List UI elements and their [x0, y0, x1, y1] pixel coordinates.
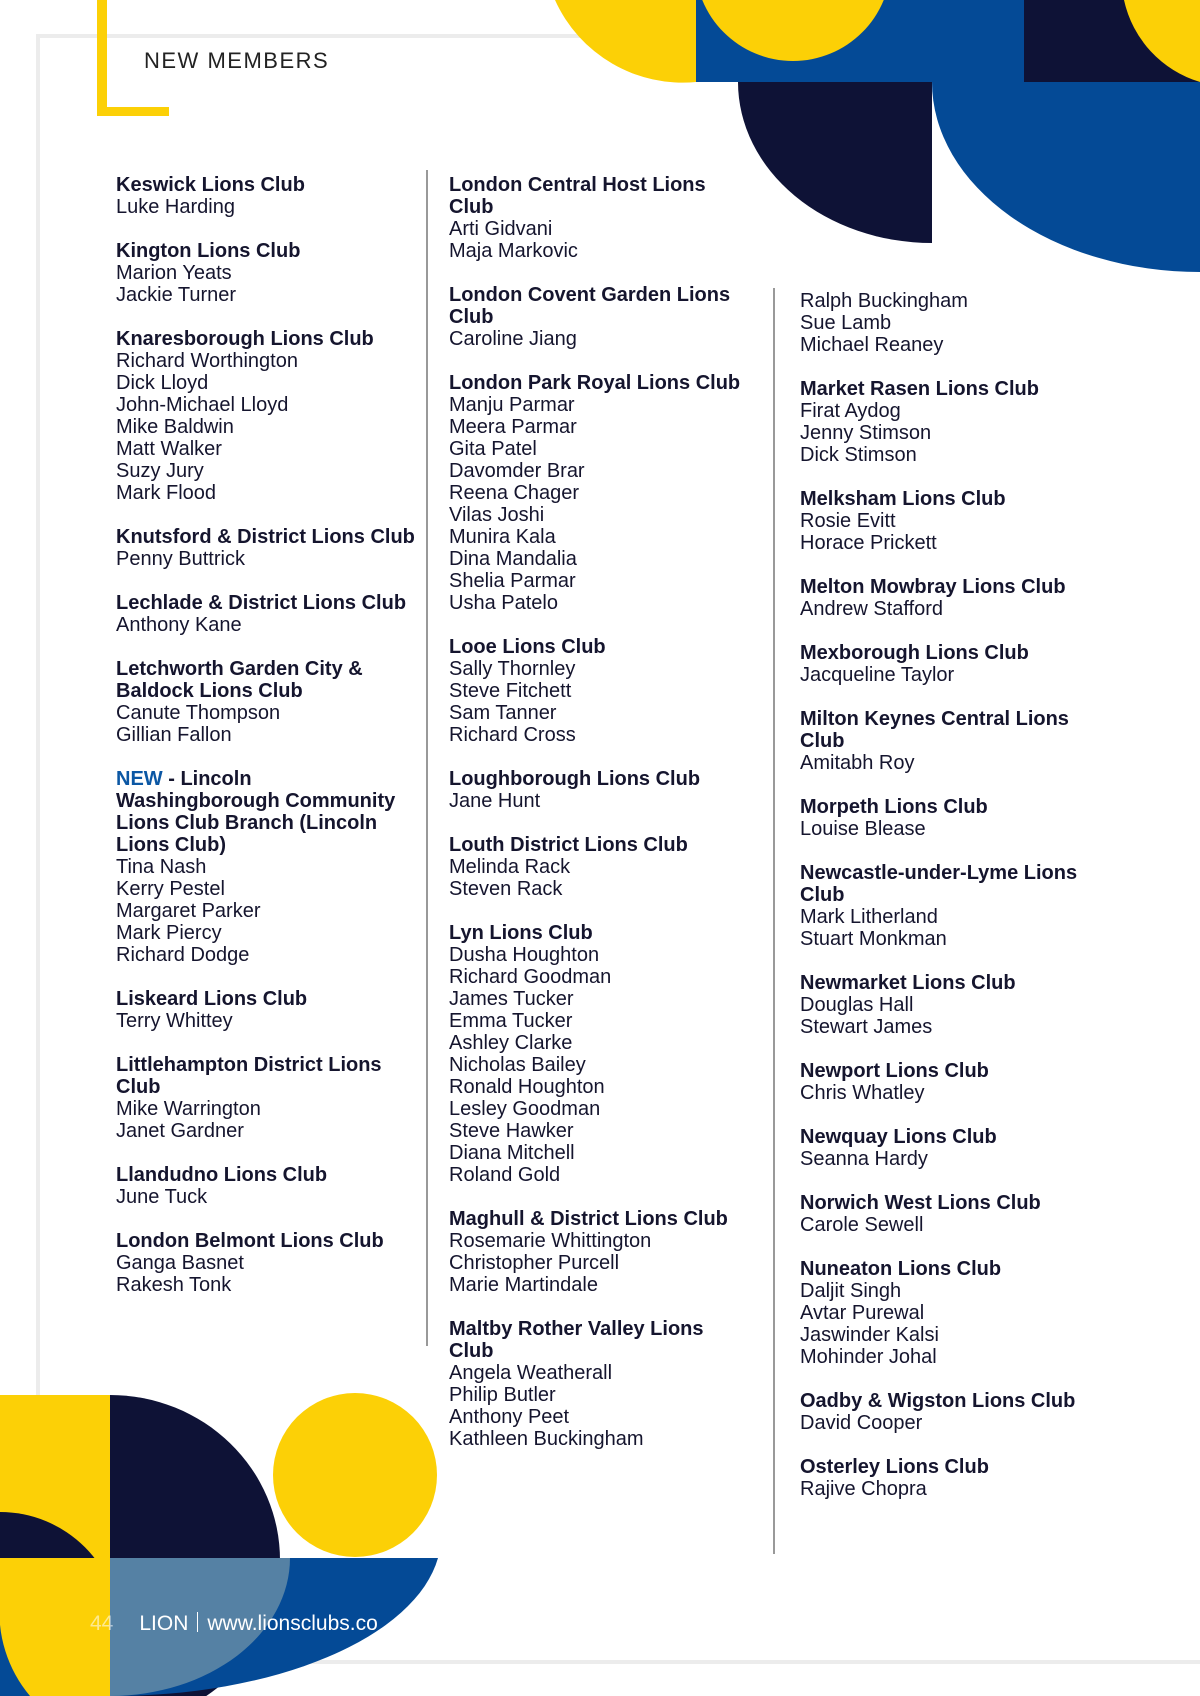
- club-name: [116, 174, 416, 196]
- club-name-text: Maghull & District Lions Club: [449, 1208, 728, 1230]
- member-name: Angela Weatherall: [449, 1362, 613, 1384]
- member-name: Vilas Joshi: [449, 504, 545, 526]
- club-name-text: Newquay Lions Club: [800, 1126, 997, 1148]
- club-name-text: Osterley Lions Club: [800, 1456, 989, 1478]
- member-name: Steven Rack: [449, 878, 563, 900]
- club-name: [800, 378, 1100, 400]
- member-name: Penny Buttrick: [116, 548, 245, 570]
- member-name: Firat Aydog: [800, 400, 901, 422]
- member-name: Luke Harding: [116, 196, 235, 218]
- club-name: [800, 1192, 1100, 1214]
- member-name: Mark Piercy: [116, 922, 222, 944]
- club-name-text: Littlehampton District Lions Club: [116, 1054, 382, 1098]
- member-name: Ronald Houghton: [449, 1076, 605, 1098]
- member-name: Richard Goodman: [449, 966, 612, 988]
- member-name: Mark Litherland: [800, 906, 938, 928]
- club-name: [116, 592, 416, 614]
- club-block: [449, 922, 749, 1186]
- club-name: [116, 658, 416, 702]
- member-name: Mohinder Johal: [800, 1346, 937, 1368]
- member-name: Dick Lloyd: [116, 372, 209, 394]
- member-name: Stewart James: [800, 1016, 933, 1038]
- club-name: [800, 1126, 1100, 1148]
- member-name: Dusha Houghton: [449, 944, 600, 966]
- page-number: 44: [90, 1612, 114, 1635]
- club-name: [800, 576, 1100, 598]
- member-name: Melinda Rack: [449, 856, 571, 878]
- club-name: [800, 488, 1100, 510]
- club-name: [116, 768, 416, 856]
- member-name: Louise Blease: [800, 818, 926, 840]
- club-block: [116, 1054, 416, 1142]
- member-name: Stuart Monkman: [800, 928, 947, 950]
- club-name: [116, 328, 416, 350]
- member-name: Margaret Parker: [116, 900, 261, 922]
- member-name: Maja Markovic: [449, 240, 578, 262]
- club-name: [800, 1258, 1100, 1280]
- member-name: Caroline Jiang: [449, 328, 577, 350]
- club-name: [800, 1390, 1100, 1412]
- club-name: [116, 526, 416, 548]
- member-name: Terry Whittey: [116, 1010, 233, 1032]
- club-block: [800, 708, 1100, 774]
- club-block: [449, 834, 749, 900]
- club-name-text: Melton Mowbray Lions Club: [800, 576, 1066, 598]
- club-name-text: London Park Royal Lions Club: [449, 372, 741, 394]
- club-block: [116, 240, 416, 306]
- magazine-name: LION: [139, 1612, 189, 1635]
- website-url: www.lionsclubs.co: [207, 1612, 378, 1635]
- member-name: Suzy Jury: [116, 460, 204, 482]
- club-name: [800, 1060, 1100, 1082]
- club-name: [800, 862, 1100, 906]
- member-name: Emma Tucker: [449, 1010, 573, 1032]
- member-name: Munira Kala: [449, 526, 556, 548]
- club-block: [449, 768, 749, 812]
- member-name: Amitabh Roy: [800, 752, 915, 774]
- member-name: Janet Gardner: [116, 1120, 244, 1142]
- club-block: [800, 1192, 1100, 1236]
- club-block: [800, 1060, 1100, 1104]
- club-name: [449, 1208, 749, 1230]
- club-block: [449, 372, 749, 614]
- club-block: [800, 642, 1100, 686]
- club-name: [449, 636, 749, 658]
- member-name: Mike Baldwin: [116, 416, 234, 438]
- section-title: NEW MEMBERS: [144, 48, 330, 73]
- club-block: [116, 328, 416, 504]
- club-block: [800, 1126, 1100, 1170]
- member-name: Richard Worthington: [116, 350, 298, 372]
- member-name: John-Michael Lloyd: [116, 394, 289, 416]
- member-column-3: [800, 290, 1100, 1522]
- club-name-text: Nuneaton Lions Club: [800, 1258, 1002, 1280]
- member-name: Davomder Brar: [449, 460, 585, 482]
- member-column-2: [449, 174, 749, 1472]
- member-name: Meera Parmar: [449, 416, 577, 438]
- club-name-text: Newmarket Lions Club: [800, 972, 1016, 994]
- club-block: [116, 1164, 416, 1208]
- club-block: [800, 1390, 1100, 1434]
- club-name: [449, 922, 749, 944]
- club-name: [449, 1318, 749, 1362]
- new-club-tag: NEW: [116, 768, 163, 790]
- member-name: Seanna Hardy: [800, 1148, 928, 1170]
- member-name: Marion Yeats: [116, 262, 232, 284]
- club-name-text: London Belmont Lions Club: [116, 1230, 384, 1252]
- club-block: [449, 1208, 749, 1296]
- club-name-text: Market Rasen Lions Club: [800, 378, 1039, 400]
- member-name: Daljit Singh: [800, 1280, 902, 1302]
- club-name-text: Keswick Lions Club: [116, 174, 305, 196]
- club-name-text: Norwich West Lions Club: [800, 1192, 1041, 1214]
- member-name: Gita Patel: [449, 438, 537, 460]
- member-name: Philip Butler: [449, 1384, 556, 1406]
- member-name: Mark Flood: [116, 482, 217, 504]
- club-name-text: Oadby & Wigston Lions Club: [800, 1390, 1076, 1412]
- member-name: Chris Whatley: [800, 1082, 925, 1104]
- club-name-text: Knaresborough Lions Club: [116, 328, 374, 350]
- club-name-text: Llandudno Lions Club: [116, 1164, 328, 1186]
- club-block: [800, 972, 1100, 1038]
- member-name: Jacqueline Taylor: [800, 664, 955, 686]
- page-footer: [90, 1612, 378, 1636]
- member-name: Horace Prickett: [800, 532, 937, 554]
- member-name: June Tuck: [116, 1186, 208, 1208]
- club-name: [116, 1054, 416, 1098]
- club-block: [800, 290, 1100, 356]
- club-name-text: Morpeth Lions Club: [800, 796, 988, 818]
- member-name: Tina Nash: [116, 856, 207, 878]
- member-name: Dick Stimson: [800, 444, 917, 466]
- member-name: Michael Reaney: [800, 334, 944, 356]
- member-column-1: [116, 174, 416, 1318]
- member-name: Shelia Parmar: [449, 570, 576, 592]
- club-block: [800, 378, 1100, 466]
- member-name: Diana Mitchell: [449, 1142, 575, 1164]
- club-name: [800, 708, 1100, 752]
- member-name: Avtar Purewal: [800, 1302, 925, 1324]
- member-name: Steve Hawker: [449, 1120, 574, 1142]
- club-name-text: Letchworth Garden City & Baldock Lions Club: [116, 658, 363, 702]
- club-name-text: Maltby Rother Valley Lions Club: [449, 1318, 704, 1362]
- member-name: Rajive Chopra: [800, 1478, 927, 1500]
- member-name: Jane Hunt: [449, 790, 541, 812]
- member-name: Sue Lamb: [800, 312, 892, 334]
- club-name: [449, 284, 749, 328]
- club-name-text: Looe Lions Club: [449, 636, 606, 658]
- member-name: Ashley Clarke: [449, 1032, 573, 1054]
- club-name: [116, 988, 416, 1010]
- club-block: [800, 576, 1100, 620]
- member-name: Richard Dodge: [116, 944, 250, 966]
- club-name: [800, 642, 1100, 664]
- member-name: Usha Patelo: [449, 592, 558, 614]
- club-name-text: Knutsford & District Lions Club: [116, 526, 415, 548]
- member-name: Marie Martindale: [449, 1274, 598, 1296]
- member-name: Canute Thompson: [116, 702, 281, 724]
- club-name: [116, 240, 416, 262]
- club-name-text: Newcastle-under-Lyme Lions Club: [800, 862, 1078, 906]
- column-divider-2: [773, 288, 775, 1554]
- club-block: [800, 796, 1100, 840]
- member-name: Lesley Goodman: [449, 1098, 601, 1120]
- member-name: James Tucker: [449, 988, 574, 1010]
- club-name: [449, 768, 749, 790]
- member-name: Rosie Evitt: [800, 510, 896, 532]
- club-name: [449, 174, 749, 218]
- club-name-text: Loughborough Lions Club: [449, 768, 701, 790]
- club-name: [449, 834, 749, 856]
- club-block: [449, 636, 749, 746]
- club-name-text: Milton Keynes Central Lions Club: [800, 708, 1069, 752]
- club-name: [800, 796, 1100, 818]
- member-name: Roland Gold: [449, 1164, 561, 1186]
- member-name: Steve Fitchett: [449, 680, 572, 702]
- member-name: Arti Gidvani: [449, 218, 553, 240]
- club-block: [449, 174, 749, 262]
- member-name: Ganga Basnet: [116, 1252, 244, 1274]
- club-name-text: Louth District Lions Club: [449, 834, 688, 856]
- club-name: [116, 1230, 416, 1252]
- club-block: [449, 284, 749, 350]
- club-block: [116, 658, 416, 746]
- club-block: [800, 488, 1100, 554]
- member-name: Anthony Kane: [116, 614, 242, 636]
- column-divider-1: [426, 170, 428, 1346]
- club-name: [449, 372, 749, 394]
- footer-separator: [197, 1612, 198, 1632]
- club-name: [800, 972, 1100, 994]
- member-name: Richard Cross: [449, 724, 576, 746]
- member-name: Andrew Stafford: [800, 598, 944, 620]
- club-block: [116, 1230, 416, 1296]
- member-name: Manju Parmar: [449, 394, 575, 416]
- club-block: [800, 862, 1100, 950]
- member-name: Sam Tanner: [449, 702, 557, 724]
- club-name: [800, 1456, 1100, 1478]
- club-block: [800, 1456, 1100, 1500]
- club-block: [116, 592, 416, 636]
- member-name: Ralph Buckingham: [800, 290, 968, 312]
- club-name-text: London Covent Garden Lions Club: [449, 284, 731, 328]
- member-name: Douglas Hall: [800, 994, 914, 1016]
- club-block: [116, 526, 416, 570]
- member-name: Gillian Fallon: [116, 724, 232, 746]
- club-name-text: Melksham Lions Club: [800, 488, 1006, 510]
- member-name: Rakesh Tonk: [116, 1274, 232, 1296]
- club-name-text: Newport Lions Club: [800, 1060, 989, 1082]
- member-name: Jackie Turner: [116, 284, 237, 306]
- member-name: Kathleen Buckingham: [449, 1428, 644, 1450]
- member-name: Dina Mandalia: [449, 548, 577, 570]
- member-name: Jenny Stimson: [800, 422, 932, 444]
- club-name-text: Liskeard Lions Club: [116, 988, 308, 1010]
- club-name-text: Lyn Lions Club: [449, 922, 593, 944]
- club-block: [800, 1258, 1100, 1368]
- club-block: [449, 1318, 749, 1450]
- member-name: Mike Warrington: [116, 1098, 261, 1120]
- member-name: Matt Walker: [116, 438, 222, 460]
- club-block: [116, 988, 416, 1032]
- member-name: Carole Sewell: [800, 1214, 924, 1236]
- club-block: [116, 768, 416, 966]
- club-name: [116, 1164, 416, 1186]
- member-name: David Cooper: [800, 1412, 923, 1434]
- member-name: Kerry Pestel: [116, 878, 225, 900]
- member-name: Sally Thornley: [449, 658, 576, 680]
- member-name: Rosemarie Whittington: [449, 1230, 652, 1252]
- member-name: Jaswinder Kalsi: [800, 1324, 939, 1346]
- club-name-text: - Lincoln Washingborough Community Lions Club Branch (Lincoln Lions Club): [116, 768, 396, 856]
- club-name-text: Kington Lions Club: [116, 240, 301, 262]
- club-name-text: London Central Host Lions Club: [449, 174, 706, 218]
- club-name-text: Mexborough Lions Club: [800, 642, 1029, 664]
- club-block: [116, 174, 416, 218]
- member-name: Christopher Purcell: [449, 1252, 620, 1274]
- member-name: Nicholas Bailey: [449, 1054, 586, 1076]
- club-name-text: Lechlade & District Lions Club: [116, 592, 407, 614]
- member-name: Anthony Peet: [449, 1406, 570, 1428]
- member-name: Reena Chager: [449, 482, 580, 504]
